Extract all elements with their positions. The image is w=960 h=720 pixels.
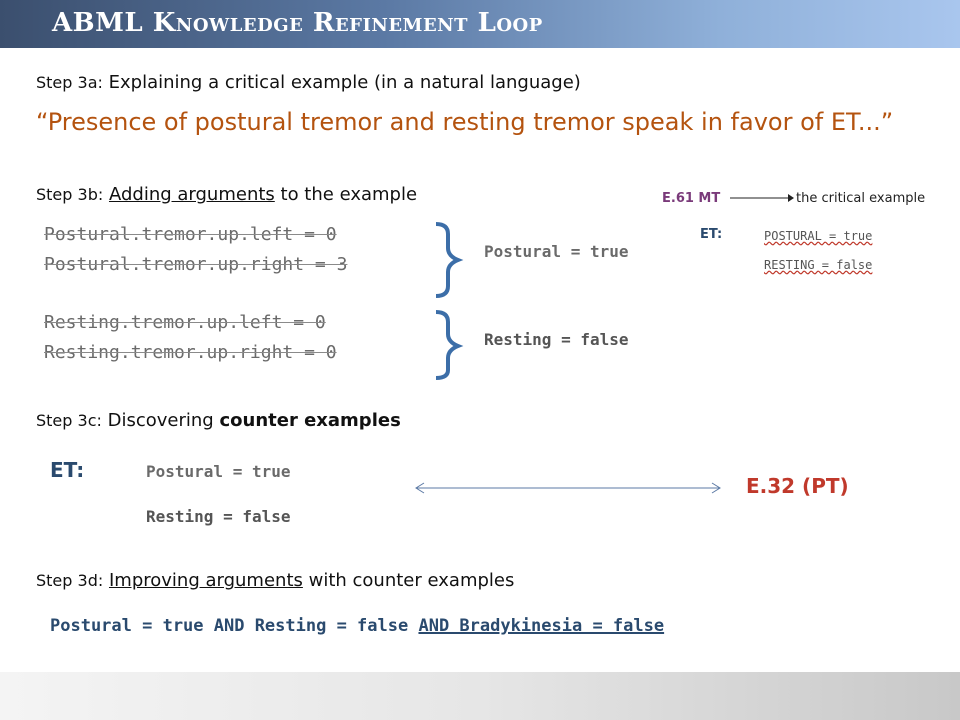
brace-resting — [436, 312, 458, 378]
attribute-resting-right: Resting.tremor.up.right = 0 — [44, 342, 337, 363]
improved-argument — [50, 616, 664, 636]
arrow-icon — [730, 192, 794, 204]
argument-postural: Postural = true — [484, 242, 629, 261]
argument-addition: AND Bradykinesia = false — [418, 616, 665, 636]
attribute-postural-right: Postural.tremor.up.right = 3 — [44, 254, 348, 275]
explanation-quote: “Presence of postural tremor and resting tremor speak in favor of ET...” — [36, 108, 894, 136]
page-title: ABML Knowledge Refinement Loop — [52, 8, 543, 38]
double-arrow-icon — [414, 481, 722, 495]
footer-bar — [0, 672, 960, 720]
step-3a — [36, 72, 581, 93]
braces-graphic — [428, 220, 468, 380]
step-text: to the example — [274, 184, 418, 205]
step-text: Explaining a critical example (in a natural language) — [108, 72, 581, 93]
step-link: Improving arguments — [108, 570, 303, 591]
attribute-postural-left: Postural.tremor.up.left = 0 — [44, 224, 337, 245]
step-3b — [36, 184, 417, 205]
example-resting: RESTING = false — [764, 258, 873, 272]
step-label: Step 3c: — [36, 411, 102, 430]
step-label: Step 3d: — [36, 571, 104, 590]
example-id: E.61 MT — [662, 191, 721, 206]
step-3d — [36, 570, 514, 591]
counter-example: E.32 (PT) — [746, 474, 849, 498]
argument-base: Postural = true AND Resting = false — [50, 616, 419, 636]
brace-postural — [436, 224, 458, 296]
step-link: Adding arguments — [108, 184, 275, 205]
header-bar — [0, 0, 960, 48]
class-label-et: ET: — [50, 458, 85, 482]
example-caption: the critical example — [796, 191, 926, 206]
step-label: Step 3a: — [36, 73, 103, 92]
argument-resting: Resting = false — [484, 330, 629, 349]
counter-resting: Resting = false — [146, 507, 291, 526]
counter-postural: Postural = true — [146, 462, 291, 481]
step-text: Discovering — [107, 410, 220, 431]
step-text: with counter examples — [302, 570, 515, 591]
attribute-resting-left: Resting.tremor.up.left = 0 — [44, 312, 326, 333]
example-class: ET: — [700, 227, 723, 242]
step-label: Step 3b: — [36, 185, 104, 204]
step-3c — [36, 410, 401, 431]
step-bold: counter examples — [219, 410, 401, 431]
example-postural: POSTURAL = true — [764, 229, 873, 243]
